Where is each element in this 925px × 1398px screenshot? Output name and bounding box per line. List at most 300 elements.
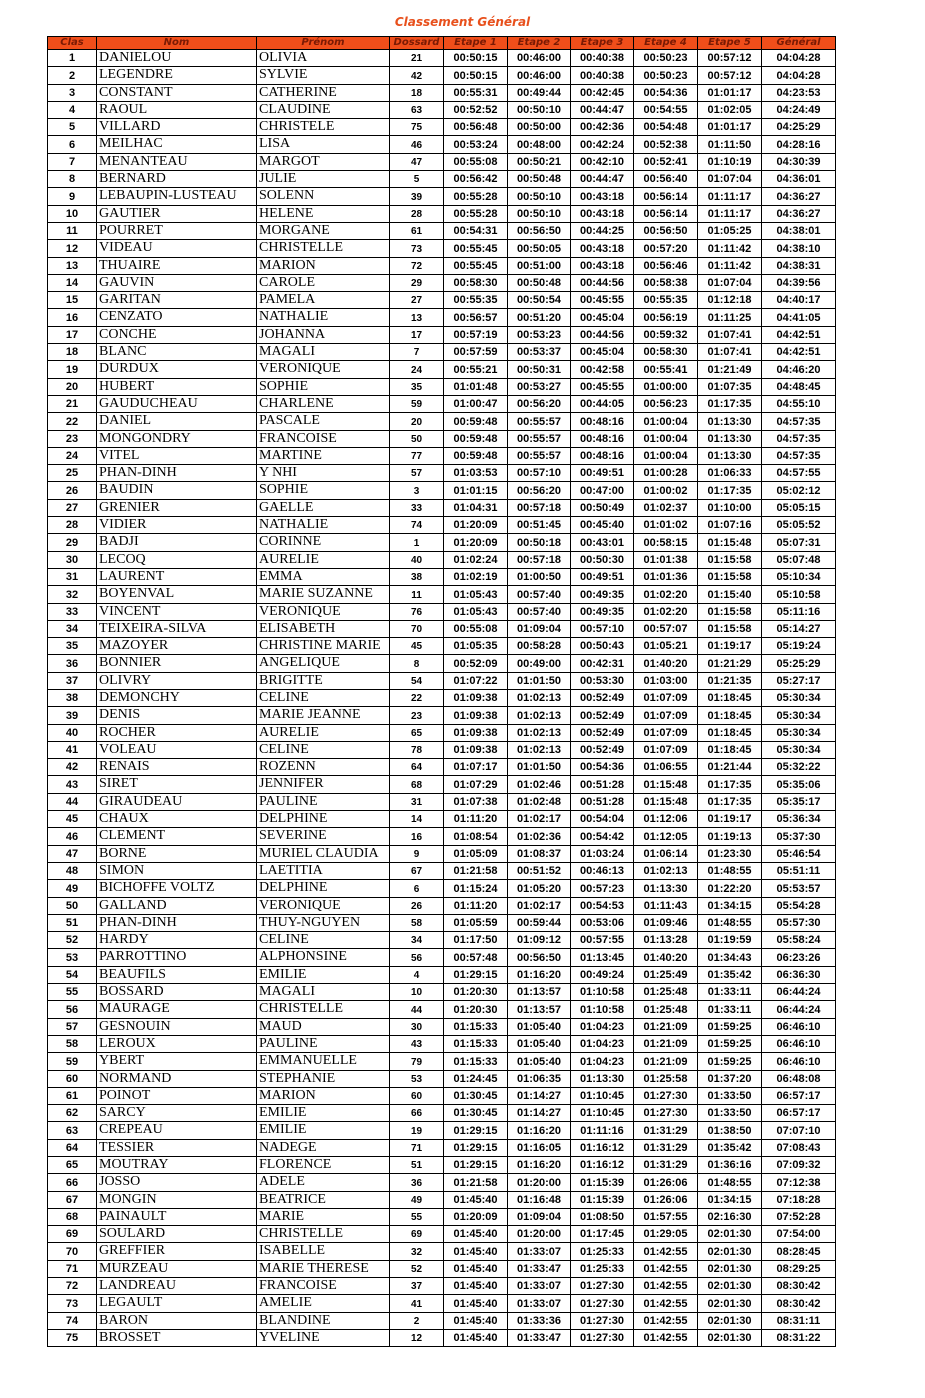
etape-1-cell: 01:30:45 <box>444 1087 508 1104</box>
etape-4-cell: 01:03:00 <box>634 672 698 689</box>
general-time-cell: 05:58:24 <box>762 932 836 949</box>
dossard-cell: 44 <box>390 1001 444 1018</box>
table-row <box>48 793 836 810</box>
etape-1-cell: 01:04:31 <box>444 499 508 516</box>
rank-cell: 11 <box>48 222 97 239</box>
table-header-row <box>48 37 836 50</box>
etape-2-cell: 00:50:10 <box>508 101 571 118</box>
prenom-cell: ANGELIQUE <box>257 655 390 672</box>
table-row <box>48 499 836 516</box>
rank-cell: 2 <box>48 67 97 84</box>
dossard-cell: 38 <box>390 568 444 585</box>
table-row <box>48 1243 836 1260</box>
dossard-cell: 58 <box>390 914 444 931</box>
column-header-clas: Clas <box>48 37 97 50</box>
dossard-cell: 2 <box>390 1312 444 1329</box>
dossard-cell: 36 <box>390 1174 444 1191</box>
dossard-cell: 4 <box>390 966 444 983</box>
etape-3-cell: 00:45:04 <box>571 344 634 361</box>
etape-1-cell: 00:57:48 <box>444 949 508 966</box>
etape-5-cell: 01:59:25 <box>698 1035 762 1052</box>
rank-cell: 4 <box>48 101 97 118</box>
general-time-cell: 08:30:42 <box>762 1278 836 1295</box>
nom-cell: OLIVRY <box>97 672 257 689</box>
etape-5-cell: 02:01:30 <box>698 1243 762 1260</box>
prenom-cell: CHRISTELE <box>257 119 390 136</box>
nom-cell: GALLAND <box>97 897 257 914</box>
prenom-cell: NADEGE <box>257 1139 390 1156</box>
etape-4-cell: 00:56:14 <box>634 188 698 205</box>
dossard-cell: 46 <box>390 136 444 153</box>
etape-5-cell: 01:11:17 <box>698 205 762 222</box>
etape-2-cell: 00:57:18 <box>508 551 571 568</box>
etape-4-cell: 01:42:55 <box>634 1312 698 1329</box>
etape-2-cell: 01:33:47 <box>508 1329 571 1346</box>
etape-5-cell: 01:01:17 <box>698 119 762 136</box>
etape-3-cell: 00:54:36 <box>571 759 634 776</box>
prenom-cell: JENNIFER <box>257 776 390 793</box>
table-row <box>48 292 836 309</box>
rank-cell: 50 <box>48 897 97 914</box>
dossard-cell: 29 <box>390 274 444 291</box>
etape-4-cell: 00:52:38 <box>634 136 698 153</box>
nom-cell: CONSTANT <box>97 84 257 101</box>
general-time-cell: 04:40:17 <box>762 292 836 309</box>
prenom-cell: CELINE <box>257 689 390 706</box>
etape-4-cell: 01:02:20 <box>634 586 698 603</box>
general-time-cell: 05:57:30 <box>762 914 836 931</box>
rank-cell: 62 <box>48 1105 97 1122</box>
etape-5-cell: 01:13:30 <box>698 430 762 447</box>
etape-5-cell: 01:19:17 <box>698 638 762 655</box>
nom-cell: HARDY <box>97 932 257 949</box>
general-time-cell: 05:19:24 <box>762 638 836 655</box>
prenom-cell: FLORENCE <box>257 1157 390 1174</box>
table-row <box>48 1295 836 1312</box>
table-row <box>48 845 836 862</box>
prenom-cell: SYLVIE <box>257 67 390 84</box>
rank-cell: 67 <box>48 1191 97 1208</box>
rank-cell: 43 <box>48 776 97 793</box>
table-row <box>48 949 836 966</box>
etape-1-cell: 01:07:22 <box>444 672 508 689</box>
general-time-cell: 05:30:34 <box>762 741 836 758</box>
etape-4-cell: 01:42:55 <box>634 1260 698 1277</box>
table-row <box>48 430 836 447</box>
nom-cell: POURRET <box>97 222 257 239</box>
etape-4-cell: 01:00:04 <box>634 413 698 430</box>
nom-cell: VINCENT <box>97 603 257 620</box>
general-time-cell: 07:18:28 <box>762 1191 836 1208</box>
etape-5-cell: 01:07:04 <box>698 274 762 291</box>
etape-5-cell: 01:15:58 <box>698 603 762 620</box>
dossard-cell: 23 <box>390 707 444 724</box>
general-time-cell: 05:07:31 <box>762 534 836 551</box>
dossard-cell: 55 <box>390 1208 444 1225</box>
table-row <box>48 897 836 914</box>
etape-3-cell: 00:57:10 <box>571 620 634 637</box>
general-time-cell: 05:35:06 <box>762 776 836 793</box>
etape-3-cell: 01:17:45 <box>571 1226 634 1243</box>
etape-3-cell: 00:43:18 <box>571 240 634 257</box>
etape-3-cell: 01:25:33 <box>571 1243 634 1260</box>
general-time-cell: 04:36:27 <box>762 205 836 222</box>
table-row <box>48 482 836 499</box>
dossard-cell: 69 <box>390 1226 444 1243</box>
etape-5-cell: 01:22:20 <box>698 880 762 897</box>
etape-2-cell: 01:09:12 <box>508 932 571 949</box>
etape-4-cell: 00:55:41 <box>634 361 698 378</box>
etape-2-cell: 01:00:50 <box>508 568 571 585</box>
etape-5-cell: 01:15:58 <box>698 551 762 568</box>
etape-4-cell: 01:21:09 <box>634 1035 698 1052</box>
etape-1-cell: 00:55:28 <box>444 205 508 222</box>
etape-4-cell: 01:12:05 <box>634 828 698 845</box>
prenom-cell: MARIE <box>257 1208 390 1225</box>
etape-1-cell: 01:08:54 <box>444 828 508 845</box>
etape-1-cell: 01:07:29 <box>444 776 508 793</box>
nom-cell: BONNIER <box>97 655 257 672</box>
etape-2-cell: 00:55:57 <box>508 430 571 447</box>
etape-3-cell: 00:49:51 <box>571 568 634 585</box>
etape-2-cell: 00:50:05 <box>508 240 571 257</box>
general-time-cell: 05:36:34 <box>762 811 836 828</box>
etape-1-cell: 01:45:40 <box>444 1226 508 1243</box>
etape-3-cell: 01:27:30 <box>571 1329 634 1346</box>
column-header-etape-4: Etape 4 <box>634 37 698 50</box>
etape-2-cell: 00:46:00 <box>508 50 571 67</box>
dossard-cell: 60 <box>390 1087 444 1104</box>
nom-cell: HUBERT <box>97 378 257 395</box>
general-time-cell: 07:08:43 <box>762 1139 836 1156</box>
table-row <box>48 932 836 949</box>
etape-2-cell: 01:02:36 <box>508 828 571 845</box>
rank-cell: 56 <box>48 1001 97 1018</box>
table-row <box>48 465 836 482</box>
etape-5-cell: 01:34:15 <box>698 1191 762 1208</box>
etape-2-cell: 01:02:17 <box>508 897 571 914</box>
etape-4-cell: 01:11:43 <box>634 897 698 914</box>
etape-5-cell: 01:21:29 <box>698 655 762 672</box>
etape-1-cell: 00:55:08 <box>444 620 508 637</box>
general-time-cell: 04:48:45 <box>762 378 836 395</box>
etape-2-cell: 00:50:21 <box>508 153 571 170</box>
dossard-cell: 24 <box>390 361 444 378</box>
nom-cell: POINOT <box>97 1087 257 1104</box>
prenom-cell: YVELINE <box>257 1329 390 1346</box>
etape-5-cell: 01:07:41 <box>698 326 762 343</box>
nom-cell: LEGAULT <box>97 1295 257 1312</box>
etape-4-cell: 01:00:04 <box>634 447 698 464</box>
prenom-cell: SOLENN <box>257 188 390 205</box>
general-time-cell: 06:44:24 <box>762 984 836 1001</box>
nom-cell: BROSSET <box>97 1329 257 1346</box>
etape-1-cell: 01:45:40 <box>444 1295 508 1312</box>
etape-2-cell: 00:49:00 <box>508 655 571 672</box>
etape-5-cell: 01:15:58 <box>698 568 762 585</box>
etape-5-cell: 01:19:59 <box>698 932 762 949</box>
prenom-cell: JULIE <box>257 171 390 188</box>
table-row <box>48 638 836 655</box>
dossard-cell: 39 <box>390 188 444 205</box>
etape-5-cell: 01:34:43 <box>698 949 762 966</box>
etape-5-cell: 01:01:17 <box>698 84 762 101</box>
etape-3-cell: 01:11:16 <box>571 1122 634 1139</box>
etape-2-cell: 01:33:07 <box>508 1295 571 1312</box>
etape-2-cell: 00:50:10 <box>508 188 571 205</box>
general-time-cell: 05:30:34 <box>762 689 836 706</box>
nom-cell: RENAIS <box>97 759 257 776</box>
table-row <box>48 119 836 136</box>
etape-2-cell: 00:59:44 <box>508 914 571 931</box>
etape-4-cell: 01:25:49 <box>634 966 698 983</box>
etape-3-cell: 00:48:16 <box>571 430 634 447</box>
etape-1-cell: 01:21:58 <box>444 1174 508 1191</box>
etape-2-cell: 00:50:10 <box>508 205 571 222</box>
etape-2-cell: 00:56:50 <box>508 949 571 966</box>
etape-1-cell: 01:09:38 <box>444 724 508 741</box>
dossard-cell: 78 <box>390 741 444 758</box>
dossard-cell: 64 <box>390 759 444 776</box>
etape-3-cell: 01:10:45 <box>571 1087 634 1104</box>
etape-3-cell: 00:42:10 <box>571 153 634 170</box>
rank-cell: 52 <box>48 932 97 949</box>
etape-4-cell: 01:01:38 <box>634 551 698 568</box>
dossard-cell: 20 <box>390 413 444 430</box>
dossard-cell: 13 <box>390 309 444 326</box>
nom-cell: BICHOFFE VOLTZ <box>97 880 257 897</box>
etape-2-cell: 00:56:20 <box>508 482 571 499</box>
etape-1-cell: 00:50:15 <box>444 50 508 67</box>
etape-5-cell: 02:01:30 <box>698 1295 762 1312</box>
general-time-cell: 06:48:08 <box>762 1070 836 1087</box>
etape-3-cell: 01:04:23 <box>571 1018 634 1035</box>
etape-3-cell: 01:08:50 <box>571 1208 634 1225</box>
etape-3-cell: 01:16:12 <box>571 1139 634 1156</box>
etape-1-cell: 01:29:15 <box>444 1122 508 1139</box>
table-row <box>48 620 836 637</box>
dossard-cell: 16 <box>390 828 444 845</box>
nom-cell: GESNOUIN <box>97 1018 257 1035</box>
table-row <box>48 1053 836 1070</box>
dossard-cell: 26 <box>390 897 444 914</box>
etape-4-cell: 01:13:28 <box>634 932 698 949</box>
etape-1-cell: 01:05:59 <box>444 914 508 931</box>
etape-3-cell: 00:42:45 <box>571 84 634 101</box>
etape-4-cell: 01:26:06 <box>634 1191 698 1208</box>
prenom-cell: EMILIE <box>257 1122 390 1139</box>
etape-5-cell: 02:01:30 <box>698 1329 762 1346</box>
table-row <box>48 240 836 257</box>
nom-cell: CONCHE <box>97 326 257 343</box>
table-row <box>48 776 836 793</box>
etape-4-cell: 00:57:20 <box>634 240 698 257</box>
etape-2-cell: 01:08:37 <box>508 845 571 862</box>
etape-5-cell: 01:11:42 <box>698 257 762 274</box>
etape-1-cell: 01:09:38 <box>444 741 508 758</box>
etape-5-cell: 02:01:30 <box>698 1278 762 1295</box>
rank-cell: 71 <box>48 1260 97 1277</box>
table-row <box>48 984 836 1001</box>
results-table <box>47 36 836 1347</box>
etape-2-cell: 00:55:57 <box>508 413 571 430</box>
prenom-cell: MAGALI <box>257 984 390 1001</box>
etape-1-cell: 01:09:38 <box>444 707 508 724</box>
etape-5-cell: 01:33:11 <box>698 1001 762 1018</box>
etape-2-cell: 01:13:57 <box>508 984 571 1001</box>
etape-1-cell: 01:45:40 <box>444 1191 508 1208</box>
table-row <box>48 724 836 741</box>
rank-cell: 49 <box>48 880 97 897</box>
etape-1-cell: 00:58:30 <box>444 274 508 291</box>
dossard-cell: 67 <box>390 862 444 879</box>
etape-3-cell: 00:51:28 <box>571 793 634 810</box>
prenom-cell: CHRISTELLE <box>257 1001 390 1018</box>
etape-3-cell: 00:44:56 <box>571 274 634 291</box>
table-row <box>48 1208 836 1225</box>
nom-cell: MONGIN <box>97 1191 257 1208</box>
etape-1-cell: 01:05:35 <box>444 638 508 655</box>
general-time-cell: 04:36:01 <box>762 171 836 188</box>
rank-cell: 66 <box>48 1174 97 1191</box>
table-row <box>48 1278 836 1295</box>
nom-cell: GREFFIER <box>97 1243 257 1260</box>
etape-3-cell: 00:54:42 <box>571 828 634 845</box>
rank-cell: 30 <box>48 551 97 568</box>
general-time-cell: 05:27:17 <box>762 672 836 689</box>
rank-cell: 47 <box>48 845 97 862</box>
etape-4-cell: 01:31:29 <box>634 1122 698 1139</box>
etape-1-cell: 00:59:48 <box>444 413 508 430</box>
etape-4-cell: 00:56:19 <box>634 309 698 326</box>
etape-1-cell: 01:05:09 <box>444 845 508 862</box>
etape-4-cell: 01:02:37 <box>634 499 698 516</box>
table-row <box>48 67 836 84</box>
etape-3-cell: 00:50:43 <box>571 638 634 655</box>
prenom-cell: GAELLE <box>257 499 390 516</box>
etape-5-cell: 01:07:41 <box>698 344 762 361</box>
rank-cell: 69 <box>48 1226 97 1243</box>
dossard-cell: 41 <box>390 1295 444 1312</box>
table-row <box>48 1122 836 1139</box>
prenom-cell: EMMA <box>257 568 390 585</box>
etape-5-cell: 01:18:45 <box>698 724 762 741</box>
etape-3-cell: 01:27:30 <box>571 1278 634 1295</box>
etape-5-cell: 02:01:30 <box>698 1226 762 1243</box>
nom-cell: BERNARD <box>97 171 257 188</box>
prenom-cell: SOPHIE <box>257 482 390 499</box>
etape-3-cell: 00:40:38 <box>571 50 634 67</box>
nom-cell: SARCY <box>97 1105 257 1122</box>
general-time-cell: 05:37:30 <box>762 828 836 845</box>
etape-1-cell: 01:29:15 <box>444 1139 508 1156</box>
etape-2-cell: 00:57:18 <box>508 499 571 516</box>
etape-5-cell: 01:18:45 <box>698 689 762 706</box>
dossard-cell: 68 <box>390 776 444 793</box>
dossard-cell: 30 <box>390 1018 444 1035</box>
etape-1-cell: 00:59:48 <box>444 430 508 447</box>
etape-4-cell: 00:58:15 <box>634 534 698 551</box>
etape-3-cell: 00:52:49 <box>571 724 634 741</box>
prenom-cell: ELISABETH <box>257 620 390 637</box>
etape-5-cell: 02:16:30 <box>698 1208 762 1225</box>
etape-1-cell: 00:59:48 <box>444 447 508 464</box>
table-row <box>48 274 836 291</box>
etape-5-cell: 01:10:19 <box>698 153 762 170</box>
etape-4-cell: 01:40:20 <box>634 949 698 966</box>
etape-3-cell: 00:57:23 <box>571 880 634 897</box>
etape-2-cell: 01:02:13 <box>508 689 571 706</box>
etape-2-cell: 00:53:23 <box>508 326 571 343</box>
etape-4-cell: 01:07:09 <box>634 707 698 724</box>
etape-1-cell: 01:21:58 <box>444 862 508 879</box>
etape-4-cell: 01:00:02 <box>634 482 698 499</box>
rank-cell: 48 <box>48 862 97 879</box>
nom-cell: PARROTTINO <box>97 949 257 966</box>
general-time-cell: 08:31:11 <box>762 1312 836 1329</box>
nom-cell: LEROUX <box>97 1035 257 1052</box>
etape-3-cell: 00:45:40 <box>571 517 634 534</box>
nom-cell: DANIELOU <box>97 50 257 67</box>
dossard-cell: 76 <box>390 603 444 620</box>
table-row <box>48 1139 836 1156</box>
etape-5-cell: 01:35:42 <box>698 966 762 983</box>
general-time-cell: 04:36:27 <box>762 188 836 205</box>
table-row <box>48 1226 836 1243</box>
etape-2-cell: 00:50:31 <box>508 361 571 378</box>
dossard-cell: 66 <box>390 1105 444 1122</box>
nom-cell: LECOQ <box>97 551 257 568</box>
etape-2-cell: 00:50:54 <box>508 292 571 309</box>
table-row <box>48 378 836 395</box>
etape-3-cell: 00:46:13 <box>571 862 634 879</box>
prenom-cell: NATHALIE <box>257 309 390 326</box>
general-time-cell: 06:23:26 <box>762 949 836 966</box>
etape-1-cell: 00:55:21 <box>444 361 508 378</box>
etape-4-cell: 00:57:07 <box>634 620 698 637</box>
table-row <box>48 136 836 153</box>
nom-cell: MENANTEAU <box>97 153 257 170</box>
etape-4-cell: 01:00:04 <box>634 430 698 447</box>
etape-4-cell: 01:07:09 <box>634 689 698 706</box>
etape-1-cell: 01:20:09 <box>444 1208 508 1225</box>
etape-1-cell: 00:52:09 <box>444 655 508 672</box>
nom-cell: GAUDUCHEAU <box>97 395 257 412</box>
prenom-cell: ALPHONSINE <box>257 949 390 966</box>
table-row <box>48 689 836 706</box>
etape-3-cell: 00:45:04 <box>571 309 634 326</box>
etape-5-cell: 02:01:30 <box>698 1312 762 1329</box>
etape-5-cell: 01:06:33 <box>698 465 762 482</box>
prenom-cell: STEPHANIE <box>257 1070 390 1087</box>
prenom-cell: FRANCOISE <box>257 430 390 447</box>
prenom-cell: ROZENN <box>257 759 390 776</box>
rank-cell: 40 <box>48 724 97 741</box>
table-row <box>48 966 836 983</box>
general-time-cell: 04:04:28 <box>762 67 836 84</box>
etape-1-cell: 00:56:48 <box>444 119 508 136</box>
etape-1-cell: 01:02:24 <box>444 551 508 568</box>
etape-4-cell: 01:31:29 <box>634 1157 698 1174</box>
prenom-cell: ISABELLE <box>257 1243 390 1260</box>
etape-4-cell: 01:25:48 <box>634 984 698 1001</box>
general-time-cell: 07:09:32 <box>762 1157 836 1174</box>
dossard-cell: 54 <box>390 672 444 689</box>
rank-cell: 6 <box>48 136 97 153</box>
dossard-cell: 50 <box>390 430 444 447</box>
nom-cell: DENIS <box>97 707 257 724</box>
etape-1-cell: 01:20:30 <box>444 1001 508 1018</box>
